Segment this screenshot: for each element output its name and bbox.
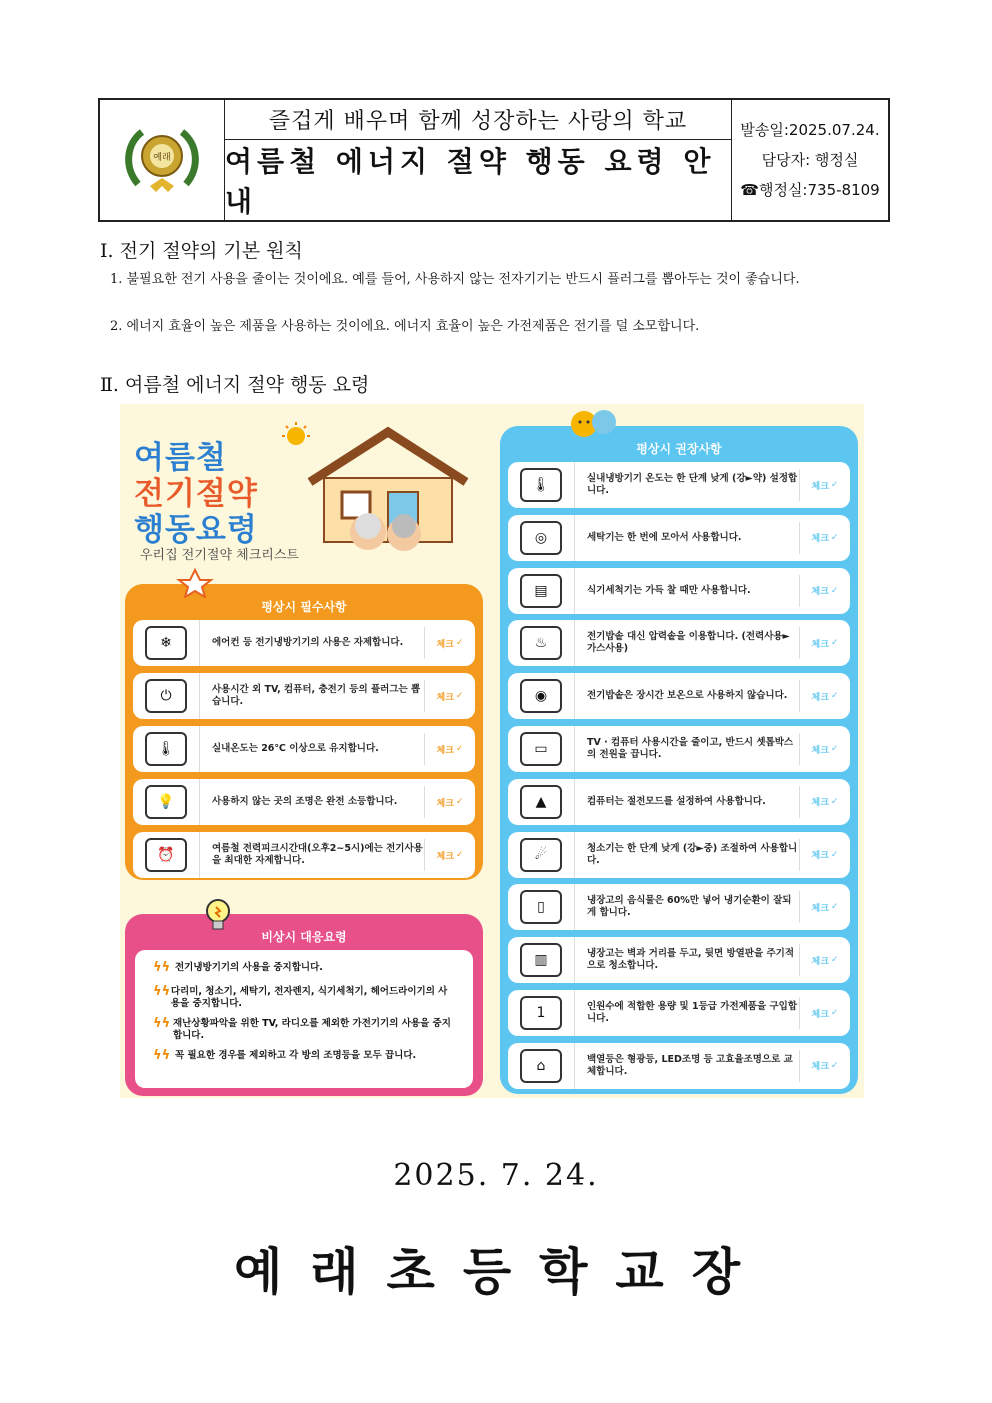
- checklist-item-text: 식기세척기는 가득 찰 때만 사용합니다.: [587, 584, 751, 596]
- infographic-title-line-3: 행동요령: [134, 512, 258, 548]
- logo-text: 예래: [153, 153, 171, 163]
- check-label: 체크: [436, 639, 454, 650]
- check-box[interactable]: [424, 733, 475, 765]
- required-panel: [125, 584, 483, 880]
- checklist-item-text: 전기밥솥은 장시간 보온으로 사용하지 않습니다.: [587, 690, 788, 702]
- star-icon: [175, 568, 215, 598]
- check-label: 체크: [811, 692, 829, 703]
- check-label: 체크: [811, 639, 829, 650]
- section-1-line-2: 2. 에너지 효율이 높은 제품을 사용하는 것이에요. 에너지 효율이 높은 가전제품은 전기를 덜 소모합니다.: [110, 319, 700, 334]
- check-box[interactable]: [799, 469, 850, 501]
- check-label: 체크: [436, 745, 454, 756]
- lightbulb-icon: [203, 898, 233, 932]
- check-box[interactable]: [799, 891, 850, 923]
- checklist-item-text: 사용시간 외 TV, 컴퓨터, 충전기 등의 플러그는 뽑습니다.: [212, 684, 421, 707]
- checkmark-icon: ✓: [830, 691, 839, 702]
- recommended-panel: [500, 426, 858, 1094]
- checkmark-icon: ✓: [455, 744, 464, 754]
- house-family-illustration: [280, 422, 480, 562]
- check-box[interactable]: [424, 786, 475, 818]
- check-box[interactable]: [799, 1050, 850, 1082]
- thermometer-icon: 🌡: [520, 468, 562, 502]
- thermometer-icon: 🌡: [145, 732, 187, 766]
- emergency-item: [153, 1018, 453, 1042]
- checklist-item-text: 여름철 전력피크시간대(오후2~5시)에는 전기사용을 최대한 자제합니다.: [212, 843, 423, 866]
- pendant-light-icon: ⌂: [520, 1049, 562, 1083]
- check-label: 체크: [436, 851, 454, 862]
- check-label: 체크: [811, 534, 829, 545]
- principal-signature: 예래초등학교장: [233, 1242, 769, 1301]
- check-label: 체크: [811, 956, 829, 967]
- contact-phone: ☎행정실:735-8109: [740, 181, 880, 199]
- emergency-list: [135, 950, 473, 1088]
- emergency-panel-heading: 비상시 대응요령: [261, 930, 347, 944]
- checklist-item: [133, 832, 475, 878]
- power-outlet-icon: ⏻: [145, 679, 187, 713]
- emergency-item-text: 재난상황파악을 위한 TV, 라디오를 제외한 가전기기의 사용을 중지합니다.: [172, 1018, 451, 1041]
- check-label: 체크: [811, 903, 829, 914]
- section-2-heading: Ⅱ. 여름철 에너지 절약 행동 요령: [100, 374, 370, 396]
- checklist-item: [508, 1043, 850, 1089]
- emergency-item: [153, 986, 453, 1010]
- document-title: 여름철 에너지 절약 행동 요령 안내: [225, 145, 716, 218]
- rice-cooker-icon: ◉: [520, 679, 562, 713]
- lightning-icon: ϟϟ: [153, 1016, 171, 1031]
- checkmark-icon: ✓: [455, 850, 464, 860]
- checkmark-icon: ✓: [830, 902, 839, 913]
- checklist-item: [133, 673, 475, 719]
- check-label: 체크: [436, 798, 454, 809]
- dishwasher-icon: ▤: [520, 574, 562, 608]
- infographic-subtitle: 우리집 전기절약 체크리스트: [140, 548, 299, 563]
- check-box[interactable]: [799, 575, 850, 607]
- school-logo: [100, 100, 225, 220]
- checkmark-icon: ✓: [830, 796, 839, 807]
- checklist-item: [508, 568, 850, 614]
- vacuum-cleaner-icon: ☄: [520, 838, 562, 872]
- sun-icon: [282, 422, 310, 445]
- checkmark-icon: ✓: [455, 638, 464, 648]
- recommended-panel-heading: 평상시 권장사항: [636, 442, 722, 456]
- check-box[interactable]: [799, 680, 850, 712]
- checklist-item: [508, 673, 850, 719]
- checklist-item: [508, 620, 850, 666]
- checkmark-icon: ✓: [830, 955, 839, 966]
- lamp-icon: 💡: [145, 785, 187, 819]
- required-panel-heading: 평상시 필수사항: [261, 600, 347, 614]
- check-label: 체크: [811, 798, 829, 809]
- checkmark-icon: ✓: [830, 638, 839, 649]
- emergency-item: [153, 1050, 453, 1062]
- energy-grade-icon: 1: [520, 996, 562, 1030]
- check-box[interactable]: [424, 839, 475, 871]
- washing-machine-icon: ◎: [520, 521, 562, 555]
- check-box[interactable]: [799, 839, 850, 871]
- lightning-icon: ϟϟ: [153, 1048, 171, 1063]
- section-1-heading: Ⅰ. 전기 절약의 기본 원칙: [100, 240, 303, 262]
- checkmark-icon: ✓: [830, 532, 839, 543]
- refrigerator-icon: ▯: [520, 890, 562, 924]
- pressure-cooker-icon: ♨: [520, 626, 562, 660]
- checklist-item-text: 사용하지 않는 곳의 조명은 완전 소등합니다.: [212, 796, 398, 807]
- checklist-item-text: 인원수에 적합한 용량 및 1등급 가전제품을 구입합니다.: [587, 1001, 797, 1024]
- emergency-item-text: 꼭 필요한 경우를 제외하고 각 방의 조명등을 모두 끕니다.: [175, 1050, 417, 1061]
- checklist-item-text: 에어컨 등 전기냉방기기의 사용은 자제합니다.: [212, 637, 404, 648]
- emergency-item: [153, 962, 453, 974]
- issue-date: 발송일:2025.07.24.: [740, 121, 880, 139]
- checklist-item: [508, 462, 850, 508]
- infographic-title-line-1: 여름철: [134, 440, 227, 476]
- checklist-item: [508, 726, 850, 772]
- check-label: 체크: [811, 587, 829, 598]
- checklist-item-text: 냉장고의 음식물은 60%만 넣어 냉기순환이 잘되게 합니다.: [587, 895, 792, 919]
- check-box[interactable]: [424, 627, 475, 659]
- checklist-item-text: TV · 컴퓨터 사용시간을 줄이고, 반드시 셋톱박스의 전원을 끕니다.: [587, 737, 794, 760]
- emergency-item-text: 다리미, 청소기, 세탁기, 전자렌지, 식기세척기, 헤어드라이기의 사용을 중지합니다.: [170, 986, 448, 1009]
- alarm-clock-icon: ⏰: [145, 838, 187, 872]
- checklist-item: [508, 832, 850, 878]
- checkmark-icon: ✓: [455, 691, 464, 701]
- air-conditioner-icon: ❄: [145, 626, 187, 660]
- checkmark-icon: ✓: [830, 1008, 839, 1018]
- check-label: 체크: [811, 1009, 829, 1020]
- checkmark-icon: ✓: [830, 480, 839, 490]
- checklist-item-text: 컴퓨터는 절전모드를 설정하여 사용합니다.: [587, 795, 766, 807]
- lightning-icon: ϟϟ: [153, 984, 171, 999]
- balloons-icon: [564, 408, 624, 442]
- checklist-item: [133, 779, 475, 825]
- checkmark-icon: ✓: [455, 797, 464, 807]
- monitor-icon: ▲: [520, 785, 562, 819]
- check-box[interactable]: [799, 997, 850, 1029]
- check-box[interactable]: [424, 680, 475, 712]
- checklist-item: [508, 884, 850, 930]
- check-label: 체크: [436, 692, 454, 703]
- contact-person: 담당자: 행정실: [761, 151, 859, 169]
- checklist-item-text: 실내냉방기기 온도는 한 단계 낮게 (강►약) 설정합니다.: [587, 473, 798, 496]
- checklist-item-text: 실내온도는 26℃ 이상으로 유지합니다.: [212, 743, 379, 754]
- laurel-emblem-icon: [120, 118, 204, 202]
- checklist-item: [508, 937, 850, 983]
- footer-date: 2025. 7. 24.: [393, 1158, 599, 1193]
- check-box[interactable]: [799, 786, 850, 818]
- checkmark-icon: ✓: [830, 1060, 839, 1071]
- checklist-item: [508, 990, 850, 1036]
- checklist-item-text: 백열등은 형광등, LED조명 등 고효율조명으로 교체합니다.: [587, 1053, 793, 1077]
- checklist-item: [133, 726, 475, 772]
- checklist-item: [508, 779, 850, 825]
- check-label: 체크: [811, 745, 829, 756]
- checklist-item-text: 청소기는 한 단계 낮게 (강►중) 조절하여 사용합니다.: [587, 842, 798, 866]
- checkmark-icon: ✓: [830, 849, 839, 860]
- check-label: 체크: [811, 851, 829, 862]
- check-label: 체크: [811, 1062, 829, 1073]
- lightning-icon: ϟϟ: [153, 960, 171, 975]
- checklist-item-text: 냉장고는 벽과 거리를 두고, 뒷면 방열판을 주기적으로 청소합니다.: [587, 948, 794, 972]
- checklist-item: [508, 515, 850, 561]
- check-label: 체크: [811, 481, 829, 492]
- checklist-item: [133, 620, 475, 666]
- checklist-item-text: 세탁기는 한 번에 모아서 사용합니다.: [587, 531, 742, 543]
- energy-saving-infographic: [120, 404, 864, 1098]
- school-motto: 즐겁게 배우며 함께 성장하는 사랑의 학교: [225, 100, 731, 140]
- checklist-item-text: 전기밥솥 대신 압력솥을 이용합니다. (전력사용►가스사용): [587, 631, 790, 655]
- infographic-title-line-2: 전기절약: [134, 476, 258, 512]
- checkmark-icon: ✓: [830, 585, 839, 596]
- check-box[interactable]: [799, 522, 850, 554]
- fridge-back-icon: ▥: [520, 943, 562, 977]
- check-box[interactable]: [799, 944, 850, 976]
- checkmark-icon: ✓: [830, 744, 839, 754]
- header-table: [98, 98, 890, 222]
- emergency-panel: [125, 914, 483, 1096]
- emergency-item-text: 전기냉방기기의 사용을 중지합니다.: [175, 962, 323, 973]
- section-1-line-1: 1. 불필요한 전기 사용을 줄이는 것이에요. 예를 들어, 사용하지 않는 전자기기는 반드시 플러그를 뽑아두는 것이 좋습니다.: [110, 272, 800, 287]
- check-box[interactable]: [799, 627, 850, 659]
- check-box[interactable]: [799, 733, 850, 765]
- set-top-box-icon: ▭: [520, 732, 562, 766]
